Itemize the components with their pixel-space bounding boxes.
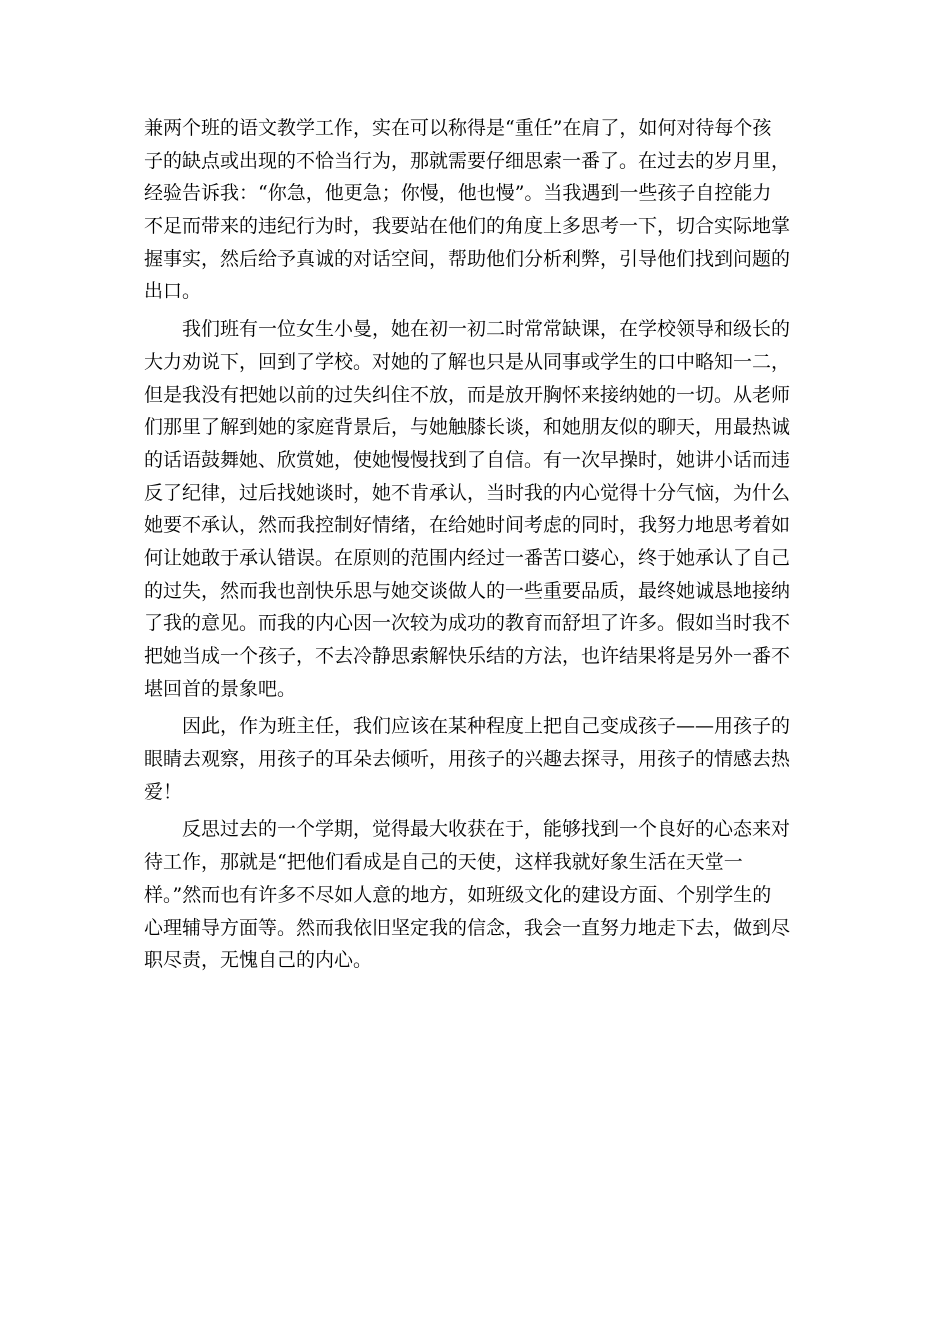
text-line: 兼两个班的语文教学工作，实在可以称得是“重任”在肩了，如何对待每个孩 [144, 117, 772, 139]
text-line: 们那里了解到她的家庭背景后，与她触膝长谈，和她朋友似的聊天，用最热诚 [144, 416, 791, 439]
text-line: 不足而带来的违纪行为时，我要站在他们的角度上多思考一下，切合实际地掌 [144, 215, 791, 238]
text-line: 的话语鼓舞她、欣赏她，使她慢慢找到了自信。有一次早操时，她讲小话而违 [144, 448, 791, 471]
paragraph-3 [144, 710, 804, 808]
paragraph-4 [144, 813, 804, 976]
text-line: 我们班有一位女生小曼，她在初一初二时常常缺课，在学校领导和级长的 [144, 318, 791, 341]
text-line: 职尽责，无愧自己的内心。 [144, 949, 373, 972]
text-line: 堪回首的景象吧。 [144, 677, 297, 700]
text-line: 但是我没有把她以前的过失纠住不放，而是放开胸怀来接纳她的一切。从老师 [144, 383, 791, 406]
text-line: 何让她敢于承认错误。在原则的范围内经过一番苦口婆心，终于她承认了自己 [144, 546, 791, 569]
paragraph-2 [144, 313, 804, 705]
paragraph-1 [144, 112, 804, 308]
text-line: 她要不承认，然而我控制好情绪，在给她时间考虑的同时，我努力地思考着如 [144, 514, 791, 537]
text-line: 握事实，然后给予真诚的对话空间，帮助他们分析利弊，引导他们找到问题的 [144, 247, 791, 270]
text-line: 出口。 [144, 280, 202, 303]
text-line: 反了纪律，过后找她谈时，她不肯承认，当时我的内心觉得十分气恼，为什么 [144, 481, 791, 504]
text-line: 反思过去的一个学期，觉得最大收获在于，能够找到一个良好的心态来对 [144, 818, 791, 841]
text-line: 爱！ [144, 780, 183, 803]
text-line: 把她当成一个孩子，不去冷静思索解快乐结的方法，也许结果将是另外一番不 [144, 645, 791, 667]
document-body [144, 112, 804, 977]
text-line: 的过失，然而我也剖快乐思与她交谈做人的一些重要品质，最终她诚恳地接纳 [144, 579, 791, 602]
text-line: 子的缺点或出现的不恰当行为，那就需要仔细思索一番了。在过去的岁月里， [144, 149, 791, 172]
text-line: 心理辅导方面等。然而我依旧坚定我的信念，我会一直努力地走下去，做到尽 [144, 916, 791, 939]
text-line: 因此，作为班主任，我们应该在某种程度上把自己变成孩子——用孩子的 [144, 715, 791, 738]
text-line: 待工作，那就是“把他们看成是自己的天使，这样我就好象生活在天堂一 [144, 851, 743, 874]
text-line: 样。”然而也有许多不尽如人意的地方，如班级文化的建设方面、个别学生的 [144, 883, 772, 906]
text-line: 经验告诉我：“你急，他更急；你慢，他也慢”。当我遇到一些孩子自控能力 [144, 182, 772, 205]
text-line: 大力劝说下，回到了学校。对她的了解也只是从同事或学生的口中略知一二， [144, 350, 791, 373]
text-line: 眼睛去观察，用孩子的耳朵去倾听，用孩子的兴趣去探寻，用孩子的情感去热 [144, 748, 791, 771]
text-line: 了我的意见。而我的内心因一次较为成功的教育而舒坦了许多。假如当时我不 [144, 612, 791, 635]
